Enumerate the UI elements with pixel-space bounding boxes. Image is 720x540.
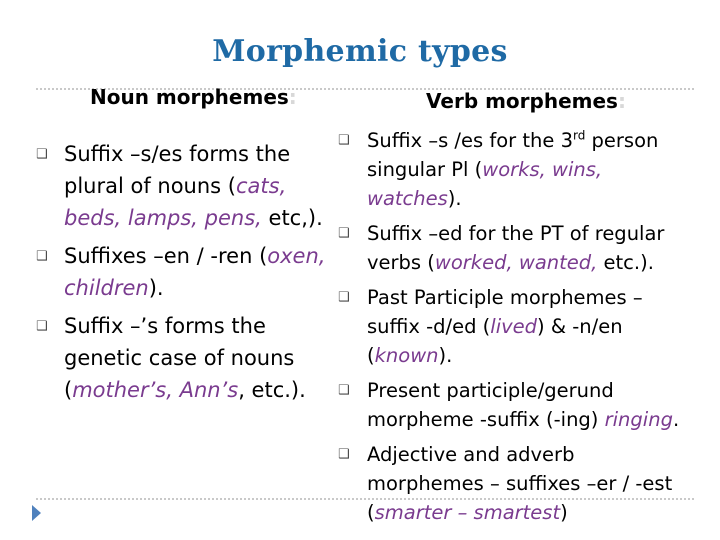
checkbox-bullet-icon: ❑ bbox=[338, 447, 350, 462]
example-words: cats, beds, lamps, pens, bbox=[64, 174, 287, 230]
example-words: worked, wanted, bbox=[434, 251, 598, 274]
item-text: ). bbox=[447, 187, 462, 210]
next-slide-arrow-icon[interactable] bbox=[32, 505, 41, 521]
bottom-divider bbox=[36, 498, 694, 500]
list-item bbox=[36, 310, 336, 406]
noun-morphemes-list bbox=[36, 138, 336, 412]
verb-column-heading bbox=[426, 89, 626, 113]
item-text: Past Participle morphemes –suffix -d/ed ( bbox=[367, 286, 643, 338]
example-words: oxen, children bbox=[64, 244, 326, 300]
noun-heading-text: Noun morphemes bbox=[90, 85, 289, 109]
item-text: ) bbox=[560, 501, 568, 524]
item-text: ). bbox=[438, 344, 453, 367]
item-text: . bbox=[672, 408, 680, 431]
example-words: lived bbox=[490, 315, 538, 338]
item-text: Suffix –ed for the PT of regular verbs ( bbox=[367, 222, 665, 274]
noun-heading-colon: : bbox=[288, 85, 297, 109]
item-text: person singular Pl ( bbox=[367, 129, 659, 181]
item-text: Suffix –s/es forms the plural of nouns ( bbox=[64, 142, 291, 198]
checkbox-bullet-icon: ❑ bbox=[36, 319, 48, 334]
example-words: known bbox=[374, 344, 439, 367]
checkbox-bullet-icon: ❑ bbox=[338, 226, 350, 241]
item-text: ) & -n/en ( bbox=[367, 315, 623, 367]
item-text: Suffix –’s forms the genetic case of nouns ( bbox=[64, 314, 295, 402]
checkbox-bullet-icon: ❑ bbox=[36, 249, 48, 264]
noun-column-heading bbox=[90, 85, 297, 109]
list-item bbox=[338, 126, 690, 213]
list-item bbox=[338, 376, 690, 434]
checkbox-bullet-icon: ❑ bbox=[338, 383, 350, 398]
item-text: etc.). bbox=[597, 251, 654, 274]
list-item bbox=[338, 283, 690, 370]
superscript: rd bbox=[572, 128, 586, 143]
checkbox-bullet-icon: ❑ bbox=[338, 133, 350, 148]
item-text: Suffixes –en / -ren ( bbox=[64, 244, 268, 268]
checkbox-bullet-icon: ❑ bbox=[338, 290, 350, 305]
item-text: , etc.). bbox=[238, 378, 306, 402]
verb-morphemes-list bbox=[338, 126, 690, 533]
slide-title: Morphemic types bbox=[212, 34, 508, 69]
example-words: mother’s, Ann’s bbox=[72, 378, 239, 402]
list-item bbox=[36, 138, 336, 234]
item-text: etc,). bbox=[261, 206, 323, 230]
verb-heading-colon: : bbox=[617, 89, 626, 113]
list-item bbox=[338, 219, 690, 277]
list-item bbox=[338, 440, 690, 527]
verb-heading-text: Verb morphemes bbox=[426, 89, 618, 113]
item-text: Present participle/gerund morpheme -suffix (-ing) bbox=[367, 379, 614, 431]
example-words: works, wins, watches bbox=[367, 158, 603, 210]
item-text: Adjective and adverb morphemes – suffixes –er / -est ( bbox=[367, 443, 673, 524]
list-item bbox=[36, 240, 336, 304]
example-words: ringing bbox=[604, 408, 673, 431]
example-words: smarter – smartest bbox=[374, 501, 561, 524]
item-text: Suffix –s /es for the 3 bbox=[367, 129, 573, 152]
checkbox-bullet-icon: ❑ bbox=[36, 147, 48, 162]
item-text: ). bbox=[148, 276, 164, 300]
